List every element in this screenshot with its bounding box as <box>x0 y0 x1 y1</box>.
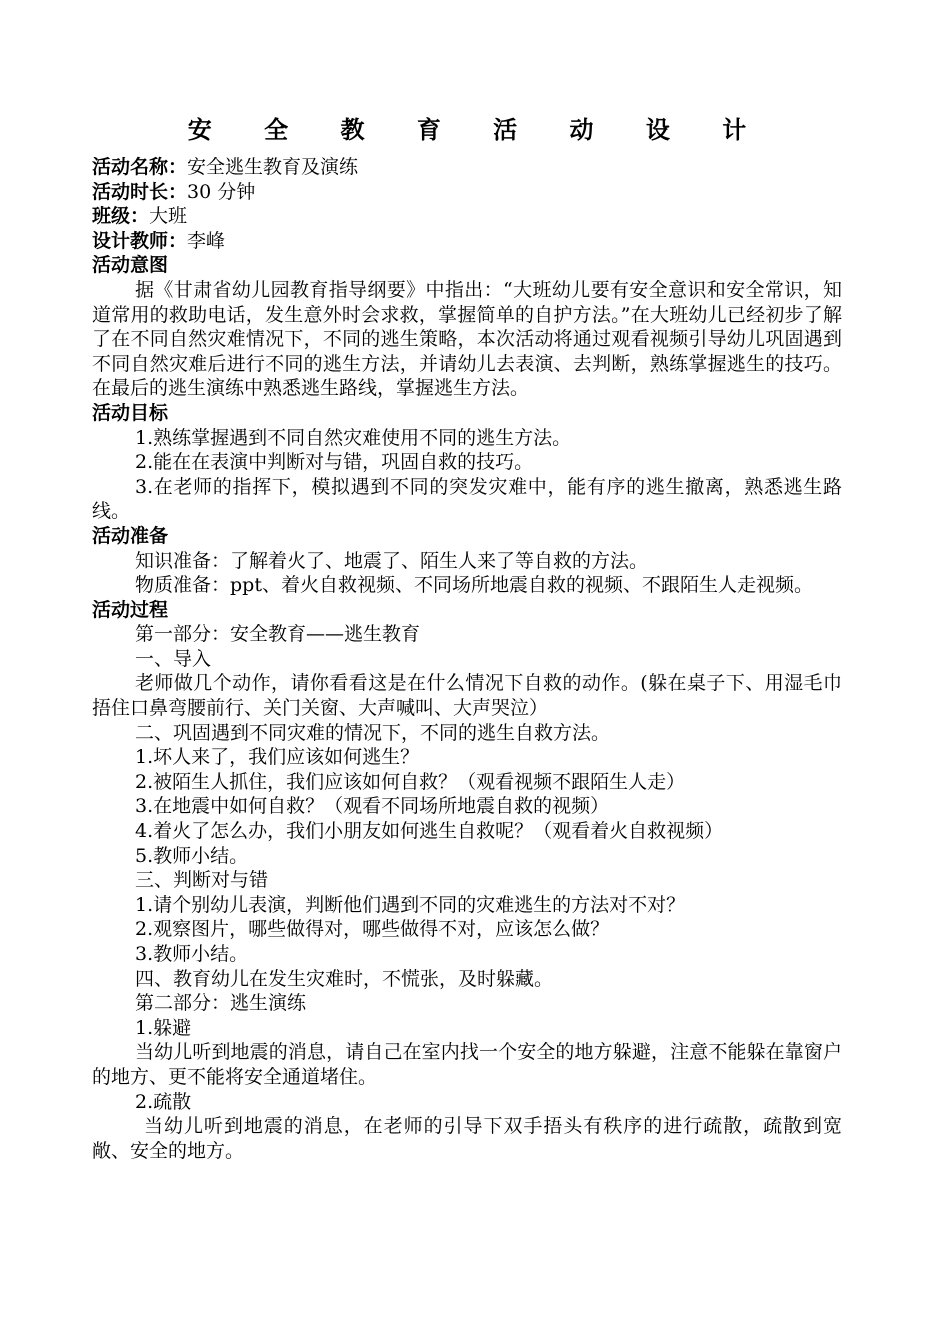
prep-item: 物质准备：ppt、着火自救视频、不同场所地震自救的视频、不跟陌生人走视频。 <box>135 574 813 597</box>
process-line: 第二部分：逃生演练 <box>135 992 307 1015</box>
info-teacher <box>92 229 842 254</box>
process-line: 当幼儿听到地震的消息，在老师的引导下双手捂头有秩序的进行疏散，疏散到宽敞、安全的地方。 <box>92 1115 842 1162</box>
info-value: 安全逃生教育及演练 <box>187 156 359 178</box>
section-heading-prep: 活动准备 <box>92 524 169 547</box>
info-label: 活动名称： <box>92 156 188 178</box>
process-line: 第一部分：安全教育——逃生教育 <box>135 623 421 646</box>
goal-item: 1.熟练掌握遇到不同自然灾难使用不同的逃生方法。 <box>135 426 572 449</box>
process-line: 1.坏人来了，我们应该如何逃生？ <box>135 746 420 769</box>
info-label: 设计教师： <box>92 229 188 252</box>
process-line: 当幼儿听到地震的消息，请自己在室内找一个安全的地方躲避，注意不能躲在靠窗户的地方、更不能将安全通道堵住。 <box>92 1041 842 1088</box>
process-line: 1.躲避 <box>135 1016 192 1039</box>
process-line: 3.教师小结。 <box>135 943 249 965</box>
document-page <box>92 110 842 1163</box>
info-value: 30 分钟 <box>187 180 256 203</box>
process-line: 2.被陌生人抓住，我们应该如何自救？（观看视频不跟陌生人走） <box>135 770 686 793</box>
info-label: 活动时长： <box>92 180 188 203</box>
goal-item: 2.能在在表演中判断对与错，巩固自救的技巧。 <box>135 451 534 474</box>
process-line: 4.着火了怎么办，我们小朋友如何逃生自救呢？（观看着火自救视频） <box>135 820 724 843</box>
info-duration <box>92 180 842 205</box>
process-line: 一、导入 <box>135 647 212 670</box>
process-line: 老师做几个动作，请你看看这是在什么情况下自救的动作。(躲在桌子下、用湿毛巾捂住口鼻弯腰前行、关门关窗、大声喊叫、大声哭泣） <box>92 672 842 720</box>
process-line: 三、判断对与错 <box>135 869 269 892</box>
info-value: 李峰 <box>187 229 226 252</box>
intent-paragraph: 据《甘肃省幼儿园教育指导纲要》中指出：“大班幼儿要有安全意识和安全常识，知道常用的救助电话，发生意外时会求救，掌握简单的自护方法。”在大班幼儿已经初步了解了在不同自然灾难情况下，不同的逃生策略，本次活动将通过观看视频引导幼儿巩固遇到不同自然灾难后进行不同的逃生方法，并请幼儿去表演、去判断，熟练掌握逃生的技巧。在最后的逃生演练中熟悉逃生路线，掌握逃生方法。 <box>92 278 842 400</box>
process-line: 2.观察图片，哪些做得对，哪些做得不对，应该怎么做？ <box>135 918 610 941</box>
prep-item: 知识准备：了解着火了、地震了、陌生人来了等自救的方法。 <box>135 549 649 572</box>
process-line: 四、教育幼儿在发生灾难时，不慌张，及时躲藏。 <box>135 967 554 990</box>
info-value: 大班 <box>149 205 188 228</box>
document-title: 安 全 教 育 活 动 设 计 <box>187 115 769 144</box>
info-activity-name <box>92 155 842 180</box>
goal-item: 3.在老师的指挥下，模拟遇到不同的突发灾难中，能有序的逃生撤离，熟悉逃生路线。 <box>92 475 842 523</box>
process-line: 5.教师小结。 <box>135 844 249 867</box>
section-heading-process: 活动过程 <box>92 598 169 621</box>
section-heading-intent: 活动意图 <box>92 254 169 277</box>
process-line: 二、巩固遇到不同灾难的情况下，不同的逃生自救方法。 <box>135 721 611 744</box>
process-line: 3.在地震中如何自救？（观看不同场所地震自救的视频） <box>135 795 610 818</box>
process-line: 2.疏散 <box>135 1090 192 1113</box>
info-class <box>92 204 842 229</box>
section-heading-goals: 活动目标 <box>92 401 169 424</box>
process-line: 1.请个别幼儿表演，判断他们遇到不同的灾难逃生的方法对不对？ <box>135 893 686 916</box>
info-label: 班级： <box>92 205 150 228</box>
